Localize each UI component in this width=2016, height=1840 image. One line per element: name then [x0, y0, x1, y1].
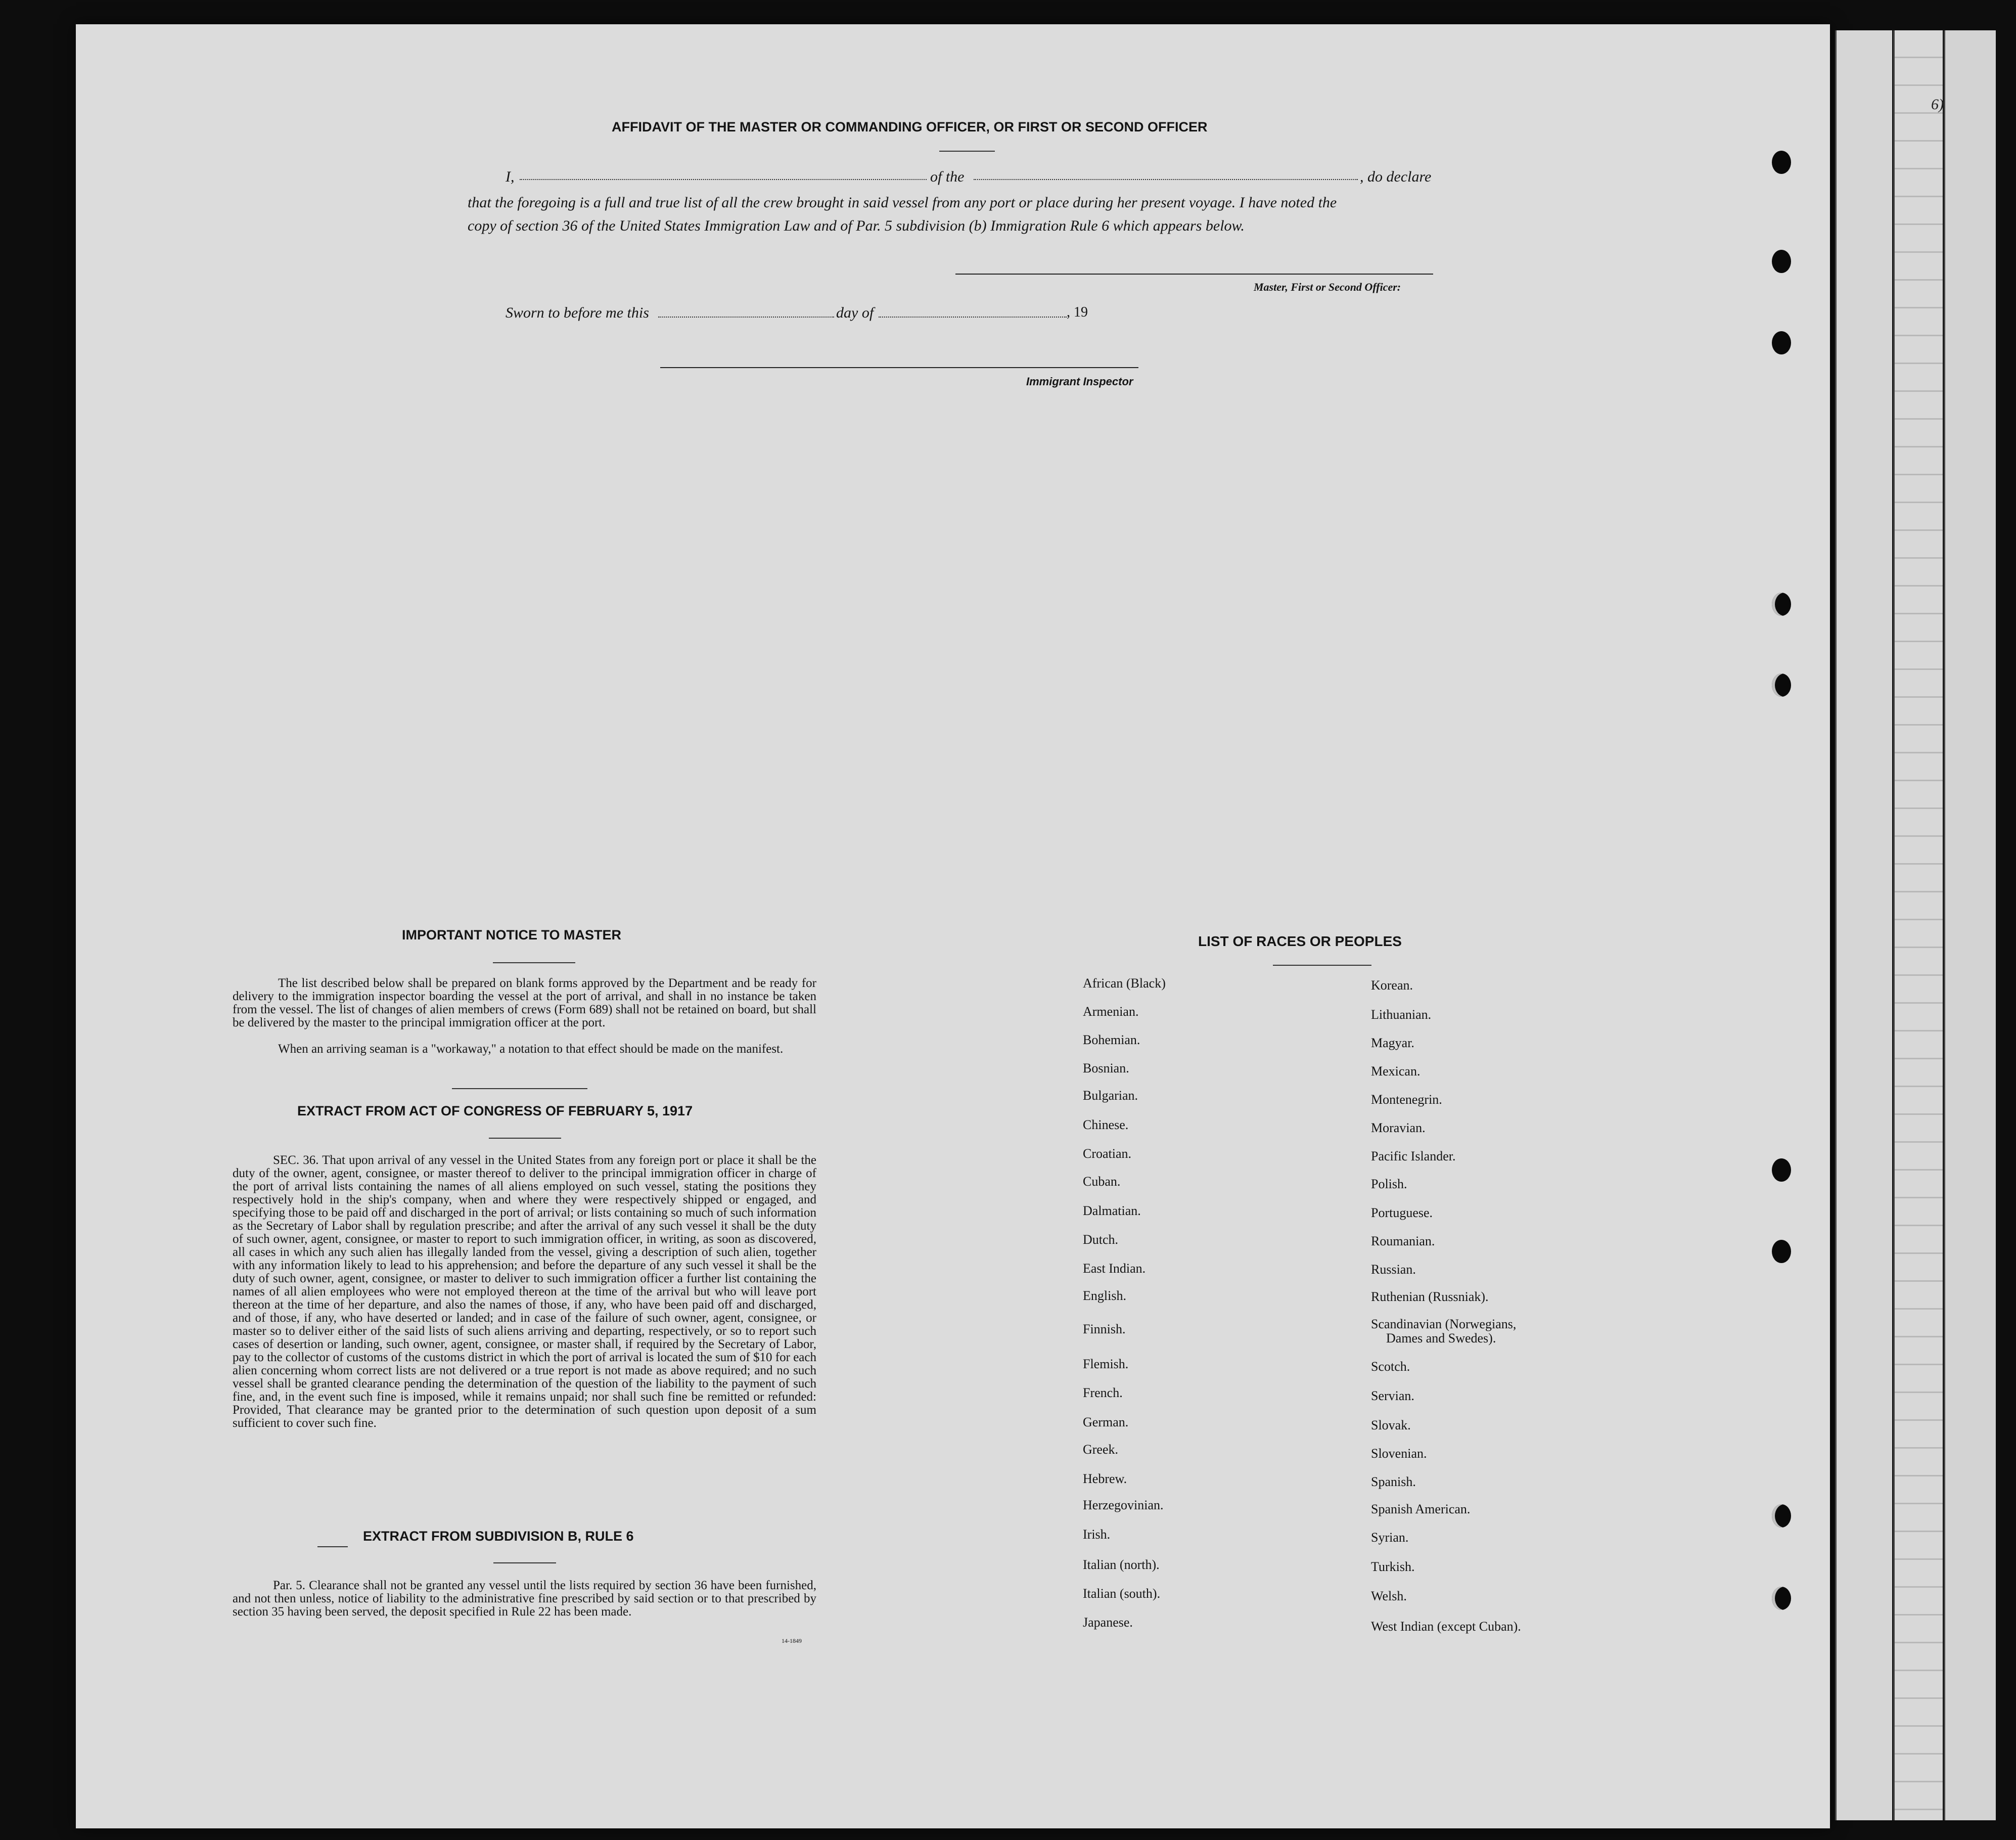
name-field-line[interactable]	[520, 179, 927, 180]
race-item: French.	[1083, 1385, 1123, 1400]
sworn-label: Sworn to before me this	[506, 304, 649, 321]
race-item: Scotch.	[1371, 1359, 1410, 1374]
race-item: Bohemian.	[1083, 1033, 1140, 1047]
races-underline	[1273, 965, 1371, 966]
race-item: Hebrew.	[1083, 1471, 1127, 1486]
race-item: Russian.	[1371, 1262, 1416, 1277]
race-item: Portuguese.	[1371, 1205, 1433, 1220]
race-item: Welsh.	[1371, 1589, 1407, 1603]
notice-paragraph: When an arriving seaman is a "workaway," a notation to that effect should be made on the manifest.	[278, 1042, 784, 1056]
race-item: Dames and Swedes).	[1386, 1331, 1496, 1345]
extract-rule-title: EXTRACT FROM SUBDIVISION B, RULE 6	[363, 1529, 634, 1544]
section-divider	[452, 1088, 587, 1089]
race-item: English.	[1083, 1288, 1126, 1303]
race-item: Bosnian.	[1083, 1061, 1129, 1075]
race-item: Servian.	[1371, 1388, 1414, 1403]
race-item: Spanish American.	[1371, 1502, 1471, 1516]
race-item: Polish.	[1371, 1177, 1407, 1191]
notice-title: IMPORTANT NOTICE TO MASTER	[402, 927, 621, 943]
race-item: Dalmatian.	[1083, 1203, 1141, 1218]
race-item: Ruthenian (Russniak).	[1371, 1289, 1489, 1304]
race-item: African (Black)	[1083, 976, 1166, 991]
binder-hole-icon	[1772, 674, 1791, 697]
vessel-field-line[interactable]	[974, 179, 1358, 180]
extract-rule-underline	[493, 1562, 556, 1563]
affidavit-body-line: that the foregoing is a full and true list of all the crew brought in said vessel from any port or place during her present voyage. I have noted the	[468, 194, 1337, 211]
race-item: Armenian.	[1083, 1004, 1139, 1019]
race-item: Lithuanian.	[1371, 1007, 1432, 1022]
master-signature-line[interactable]	[955, 274, 1433, 275]
master-signature-caption: Master, First or Second Officer:	[1254, 281, 1401, 293]
race-item: Japanese.	[1083, 1615, 1133, 1630]
race-item: Cuban.	[1083, 1174, 1121, 1189]
race-item: Mexican.	[1371, 1064, 1421, 1079]
page-edge-strip	[1944, 30, 1996, 1820]
race-item: Scandinavian (Norwegians,	[1371, 1317, 1517, 1331]
binder-hole-icon	[1772, 331, 1791, 354]
race-item: Spanish.	[1371, 1474, 1416, 1489]
race-item: Turkish.	[1371, 1559, 1415, 1574]
inspector-caption: Immigrant Inspector	[1026, 375, 1133, 388]
race-item: Pacific Islander.	[1371, 1149, 1456, 1163]
race-item: Magyar.	[1371, 1036, 1414, 1050]
notice-paragraph: The list described below shall be prepared on blank forms approved by the Department and be ready for delivery to the immigration inspector boarding the vessel at the port of arrival, and shall in no instance be taken from the vessel. The list of changes of alien members of crews (Form 689) shall not be retained on board, but shall be delivered by the master to the principal immigration officer at the port.	[233, 976, 816, 1029]
sworn-month-field-line[interactable]	[879, 317, 1067, 318]
inspector-signature-line[interactable]	[660, 367, 1138, 368]
binder-hole-icon	[1772, 1504, 1791, 1528]
race-item: West Indian (except Cuban).	[1371, 1619, 1521, 1634]
binder-hole-icon	[1772, 1240, 1791, 1263]
race-item: Slovenian.	[1371, 1446, 1427, 1461]
binder-hole-icon	[1772, 1158, 1791, 1182]
race-item: Finnish.	[1083, 1322, 1126, 1336]
affidavit-of-the: of the	[930, 168, 965, 185]
race-item: Moravian.	[1371, 1120, 1426, 1135]
rule-divider-left	[317, 1546, 348, 1547]
binder-hole-icon	[1772, 593, 1791, 616]
race-item: Herzegovinian.	[1083, 1498, 1164, 1512]
race-item: Dutch.	[1083, 1232, 1119, 1247]
race-item: Irish.	[1083, 1527, 1111, 1542]
form-number: 14-1849	[782, 1637, 802, 1644]
race-item: Slovak.	[1371, 1418, 1411, 1432]
sworn-day-field-line[interactable]	[658, 317, 834, 318]
race-item: East Indian.	[1083, 1261, 1146, 1276]
race-item: Montenegrin.	[1371, 1092, 1442, 1107]
affidavit-title: AFFIDAVIT OF THE MASTER OR COMMANDING OFFICER, OR FIRST OR SECOND OFFICER	[612, 119, 1208, 134]
page-number-mark: 6)	[1931, 96, 1944, 113]
extract-act-body: SEC. 36. That upon arrival of any vessel in the United States from any foreign port or place it shall be the duty of the owner, agent, consignee, or master thereof to deliver to the principal immigration officer in charge of the port of arrival lists containing the names of all aliens employed on such vessel, stating the positions they respectively hold in the ship's company, when and where they were respectively shipped or engaged, and specifying those to be paid off and discharged in the port of arrival; or lists containing so much of such information as the Secretary of Labor shall by regulation prescribe; and after the arrival of any such vessel it shall be the duty of such owner, agent, consignee, or master to report to such immigration officer, in writing, as soon as discovered, all cases in which any such alien has illegally landed from the vessel, giving a description of such alien, together with any information likely to lead to his apprehension; and before the departure of any such vessel it shall be the duty of such owner, agent, consignee, or master to deliver to such immigration officer a further list containing the names of all alien employees who were not employed thereon at the time of the arrival but who will leave port thereon at the time of her departure, and also the names of those, if any, who have been paid off and discharged, and of those, if any, who have deserted or landed; and in case of the failure of such owner, agent, consignee, or master so to deliver either of the said lists of such aliens arriving and departing, respectively, or so to report such cases of desertion or landing, such owner, agent, consignee, or master shall, if required by the Secretary of Labor, pay to the collector of customs of the customs district in which the port of arrival is located the sum of $10 for each alien concerning whom correct lists are not delivered or a true report is not made as above required; and no such vessel shall be granted clearance pending the determination of the question of the liability to the payment of such fine, and, in the event such fine is imposed, while it remains unpaid; nor shall such fine be remitted or refunded: Provided, That clearance may be granted prior to the determination of such question upon deposit of a sum sufficient to cover such fine.	[233, 1153, 816, 1430]
race-item: Syrian.	[1371, 1530, 1409, 1545]
day-of-label: day of	[836, 304, 874, 321]
affidavit-declare: , do declare	[1360, 168, 1432, 185]
race-item: Bulgarian.	[1083, 1088, 1138, 1103]
extract-act-underline	[489, 1138, 561, 1139]
page-edge-strip	[1835, 30, 1892, 1820]
race-item: Chinese.	[1083, 1117, 1129, 1132]
affidavit-i: I,	[506, 168, 515, 185]
race-item: Croatian.	[1083, 1146, 1132, 1161]
year-prefix: , 19	[1067, 304, 1088, 320]
race-item: Korean.	[1371, 978, 1413, 993]
race-item: Italian (south).	[1083, 1586, 1161, 1601]
race-item: German.	[1083, 1415, 1129, 1429]
title-underline	[939, 151, 995, 152]
race-item: Greek.	[1083, 1442, 1119, 1457]
binder-hole-icon	[1772, 250, 1791, 273]
extract-act-title: EXTRACT FROM ACT OF CONGRESS OF FEBRUARY 5, 1917	[297, 1103, 693, 1118]
races-title: LIST OF RACES OR PEOPLES	[1198, 933, 1402, 949]
race-item: Italian (north).	[1083, 1557, 1160, 1572]
form-page	[76, 24, 1830, 1828]
binder-hole-icon	[1772, 1587, 1791, 1610]
page-edge-strip-lined	[1893, 30, 1943, 1820]
extract-rule-body: Par. 5. Clearance shall not be granted any vessel until the lists required by section 36 have been furnished, and not then unless, notice of liability to the administrative fine prescribed by said section or to that prescribed by section 35 having been served, the deposit specified in Rule 22 has been made.	[233, 1579, 816, 1619]
binder-hole-icon	[1772, 151, 1791, 174]
affidavit-body-line: copy of section 36 of the United States Immigration Law and of Par. 5 subdivision (b) Immigration Rule 6 which appears below.	[468, 217, 1245, 234]
notice-underline	[493, 962, 575, 963]
race-item: Roumanian.	[1371, 1234, 1435, 1248]
race-item: Flemish.	[1083, 1357, 1129, 1371]
